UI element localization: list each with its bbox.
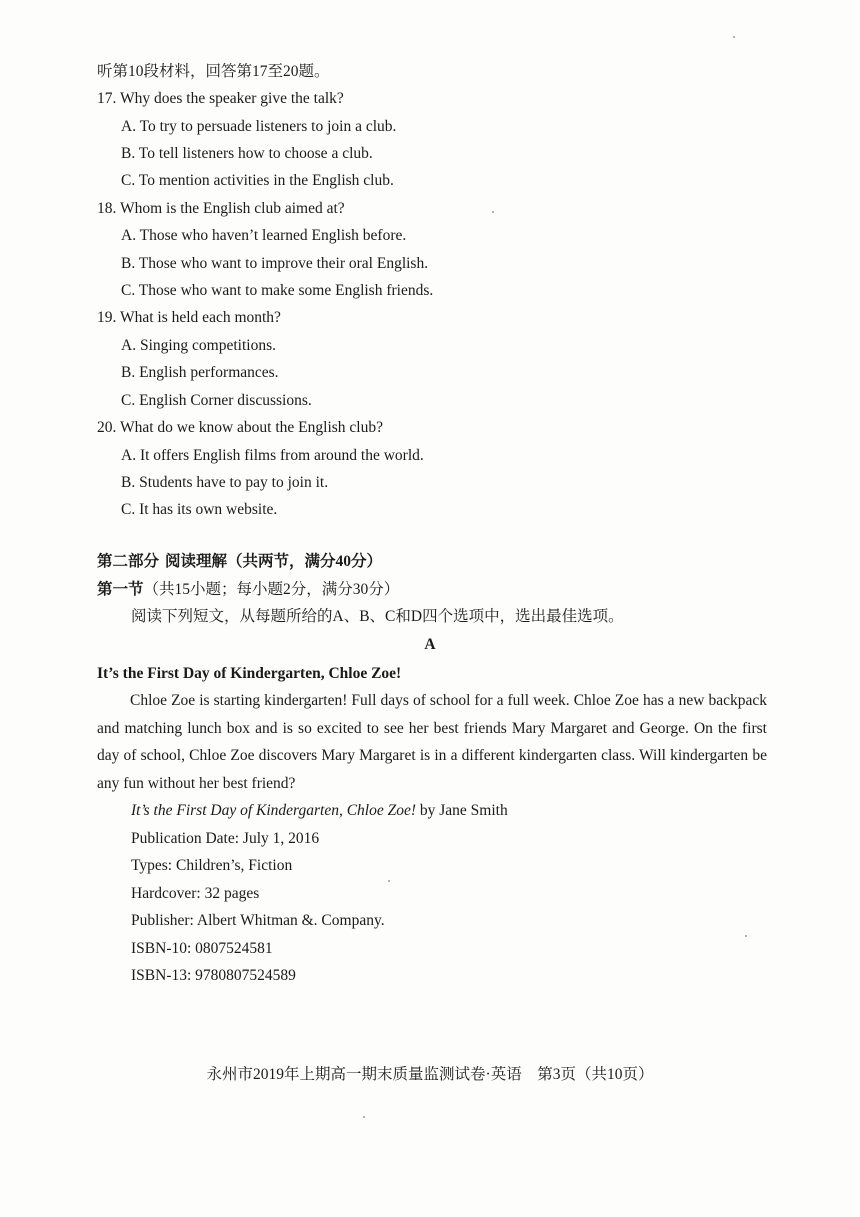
- question-20-stem: 20. What do we know about the English club?: [97, 419, 383, 436]
- detail-hardcover: Hardcover: 32 pages: [131, 885, 260, 902]
- detail-publisher: Publisher: Albert Whitman &. Company.: [131, 912, 385, 929]
- question-20-option-a: A. It offers English films from around the world.: [121, 447, 424, 464]
- question-18-option-c: C. Those who want to make some English friends.: [121, 282, 434, 299]
- scan-speck: [388, 880, 390, 882]
- reading-part-label: 第二部分: [97, 553, 160, 570]
- scan-speck: [363, 1116, 365, 1118]
- scan-speck: [492, 211, 494, 213]
- question-19-option-a: A. Singing competitions.: [121, 337, 276, 354]
- question-17-option-a: A. To try to persuade listeners to join a club.: [121, 118, 397, 135]
- reading-part-title: 阅读理解（共两节，满分40分）: [165, 553, 383, 570]
- detail-isbn-13: ISBN-13: 9780807524589: [131, 967, 296, 984]
- question-19-option-b: B. English performances.: [121, 364, 279, 381]
- scan-speck: [733, 36, 735, 38]
- reading-part-heading: [97, 552, 382, 572]
- passage-title: It’s the First Day of Kindergarten, Chloe Zoe!: [97, 665, 402, 682]
- reading-instruction: 阅读下列短文，从每题所给的A、B、C和D四个选项中，选出最佳选项。: [131, 608, 624, 625]
- question-17-stem: 17. Why does the speaker give the talk?: [97, 90, 344, 107]
- question-19-option-c: C. English Corner discussions.: [121, 392, 312, 409]
- detail-types: Types: Children’s, Fiction: [131, 857, 293, 874]
- question-20-option-b: B. Students have to pay to join it.: [121, 474, 329, 491]
- reading-section-label: 第一节: [97, 581, 144, 598]
- scan-speck: [745, 935, 747, 937]
- reading-section-heading: [97, 580, 399, 600]
- question-18-option-a: A. Those who haven’t learned English before.: [121, 227, 407, 244]
- book-author: by Jane Smith: [416, 802, 508, 819]
- passage-body-text: Chloe Zoe is starting kindergarten! Full days of school for a full week. Chloe Zoe has a new backpack and matching lunch box and is so excited to see her best friends Mary Margaret and George. On the first day of school, Chloe Zoe discovers Mary Margaret is in a different kindergarten class. Will kindergarten be any fun without her best friend?: [97, 692, 767, 792]
- passage-body: [97, 687, 767, 797]
- listening-intro: 听第10段材料，回答第17至20题。: [97, 63, 330, 80]
- question-17-option-c: C. To mention activities in the English club.: [121, 172, 394, 189]
- book-citation: [131, 801, 508, 821]
- question-17-option-b: B. To tell listeners how to choose a club.: [121, 145, 373, 162]
- detail-publication-date: Publication Date: July 1, 2016: [131, 830, 320, 847]
- reading-section-detail: （共15小题；每小题2分，满分30分）: [143, 581, 400, 598]
- book-title: It’s the First Day of Kindergarten, Chloe Zoe!: [131, 802, 417, 819]
- page-footer: 永州市2019年上期高一期末质量监测试卷·英语 第3页（共10页）: [206, 1066, 654, 1083]
- question-19-stem: 19. What is held each month?: [97, 309, 281, 326]
- question-18-option-b: B. Those who want to improve their oral English.: [121, 255, 429, 272]
- question-20-option-c: C. It has its own website.: [121, 501, 278, 518]
- detail-isbn-10: ISBN-10: 0807524581: [131, 940, 273, 957]
- passage-label: A: [424, 636, 436, 653]
- question-18-stem: 18. Whom is the English club aimed at?: [97, 200, 345, 217]
